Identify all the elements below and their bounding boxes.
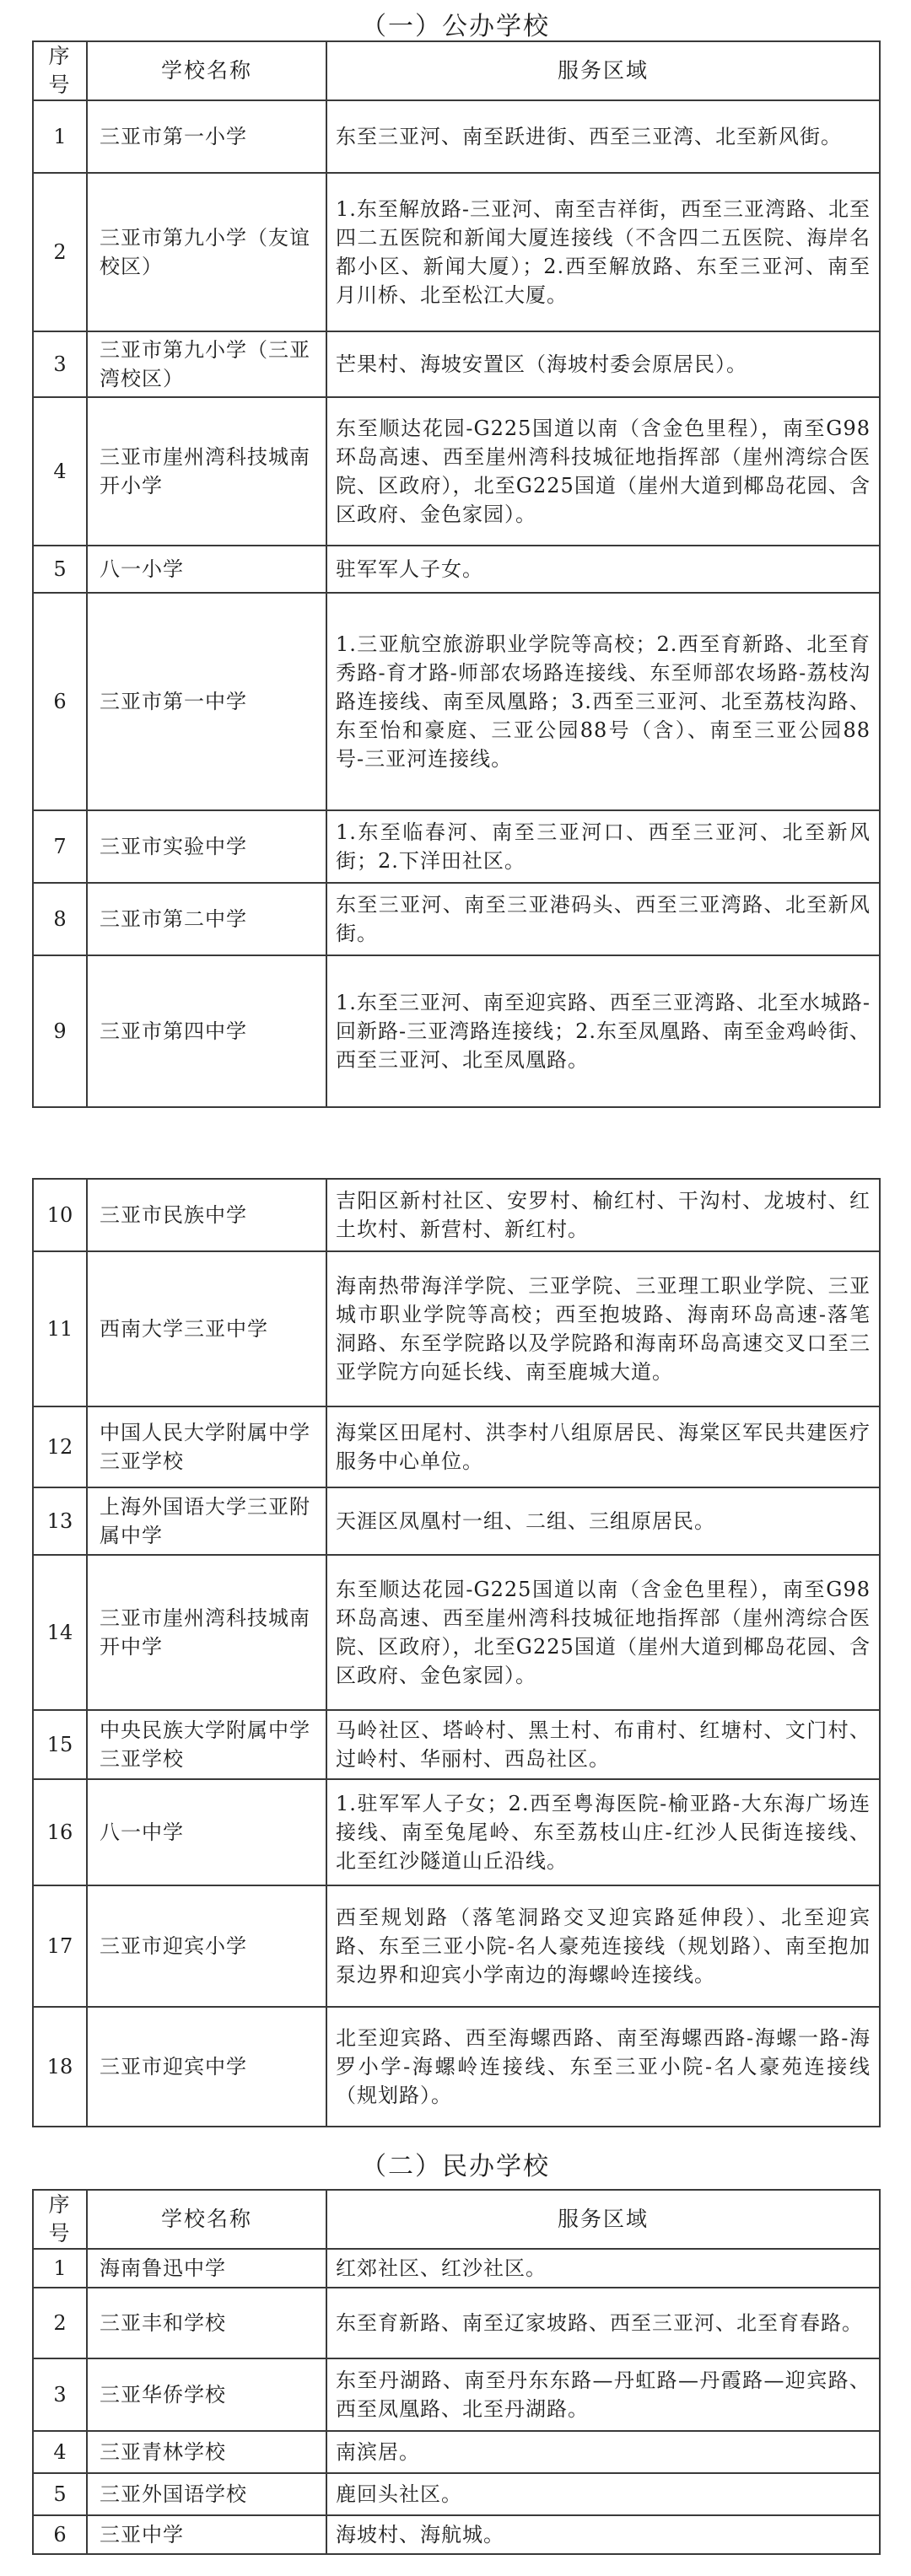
- table-row: [33, 1251, 880, 1406]
- table-row: [33, 1487, 880, 1555]
- row-no: 14: [33, 1555, 87, 1710]
- row-no: 1: [33, 100, 87, 173]
- row-school-name: 三亚市第四中学: [87, 955, 326, 1107]
- row-school-name: 三亚华侨学校: [87, 2358, 326, 2431]
- row-service-area: 北至迎宾路、西至海螺西路、南至海螺西路-海螺一路-海罗小学-海螺岭连接线、东至三亚小院-名人豪苑连接线（规划路）。: [326, 2007, 880, 2127]
- table-row: [33, 2358, 880, 2431]
- table-row: [33, 2473, 880, 2515]
- row-school-name: 三亚市第九小学（三亚湾校区）: [87, 331, 326, 397]
- table-row: [33, 173, 880, 331]
- row-no: 18: [33, 2007, 87, 2127]
- public-schools-table-part-1: [32, 40, 881, 1108]
- header-service-area: 服务区域: [326, 2190, 880, 2249]
- row-no: 9: [33, 955, 87, 1107]
- row-no: 2: [33, 2288, 87, 2358]
- table-row: [33, 1779, 880, 1885]
- private-schools-table: [32, 2189, 881, 2555]
- table-row: [33, 2515, 880, 2554]
- row-school-name: 三亚市崖州湾科技城南开小学: [87, 397, 326, 546]
- table-row: [33, 2249, 880, 2288]
- table-row: [33, 331, 880, 397]
- row-service-area: 海棠区田尾村、洪李村八组原居民、海棠区军民共建医疗服务中心单位。: [326, 1406, 880, 1487]
- row-service-area: 驻军军人子女。: [326, 546, 880, 593]
- table-row: [33, 593, 880, 810]
- row-no: 10: [33, 1179, 87, 1251]
- table-row: [33, 2431, 880, 2473]
- table-row: [33, 2007, 880, 2127]
- row-no: 3: [33, 331, 87, 397]
- row-school-name: 上海外国语大学三亚附属中学: [87, 1487, 326, 1555]
- header-school-name: 学校名称: [87, 41, 326, 100]
- table-row: [33, 1885, 880, 2007]
- table-row: [33, 1179, 880, 1251]
- row-school-name: 三亚市迎宾小学: [87, 1885, 326, 2007]
- row-school-name: 海南鲁迅中学: [87, 2249, 326, 2288]
- row-no: 2: [33, 173, 87, 331]
- section-1-title: （一）公办学校: [361, 12, 550, 41]
- row-school-name: 八一小学: [87, 546, 326, 593]
- row-service-area: 东至顺达花园-G225国道以南（含金色里程），南至G98环岛高速、西至崖州湾科技城征地指挥部（崖州湾综合医院、区政府），北至G225国道（崖州大道到椰岛花园、含区政府、金色家园）。: [326, 1555, 880, 1710]
- row-no: 4: [33, 397, 87, 546]
- row-school-name: 三亚市第九小学（友谊校区）: [87, 173, 326, 331]
- table-header-row: [33, 2190, 880, 2249]
- row-no: 1: [33, 2249, 87, 2288]
- row-service-area: 天涯区凤凰村一组、二组、三组原居民。: [326, 1487, 880, 1555]
- row-service-area: 1.三亚航空旅游职业学院等高校；2.西至育新路、北至育秀路-育才路-师部农场路连接线、东至师部农场路-荔枝沟路连接线、南至凤凰路；3.西至三亚河、北至荔枝沟路、东至怡和豪庭、三亚公园88号（含）、南至三亚公园88号-三亚河连接线。: [326, 593, 880, 810]
- table-row: [33, 883, 880, 955]
- row-school-name: 三亚市第二中学: [87, 883, 326, 955]
- row-service-area: 1.东至解放路-三亚河、南至吉祥街，西至三亚湾路、北至四二五医院和新闻大厦连接线（不含四二五医院、海岸名都小区、新闻大厦）；2.西至解放路、东至三亚河、南至月川桥、北至松江大厦。: [326, 173, 880, 331]
- row-service-area: 芒果村、海坡安置区（海坡村委会原居民）。: [326, 331, 880, 397]
- row-no: 6: [33, 2515, 87, 2554]
- row-school-name: 三亚市民族中学: [87, 1179, 326, 1251]
- table-row: [33, 397, 880, 546]
- header-no: 序号: [33, 2190, 87, 2249]
- row-no: 17: [33, 1885, 87, 2007]
- row-no: 5: [33, 546, 87, 593]
- table-row: [33, 100, 880, 173]
- header-school-name: 学校名称: [87, 2190, 326, 2249]
- row-service-area: 鹿回头社区。: [326, 2473, 880, 2515]
- header-service-area: 服务区域: [326, 41, 880, 100]
- row-no: 15: [33, 1710, 87, 1779]
- row-service-area: 东至三亚河、南至跃进街、西至三亚湾、北至新风街。: [326, 100, 880, 173]
- row-school-name: 三亚中学: [87, 2515, 326, 2554]
- row-service-area: 吉阳区新村社区、安罗村、榆红村、干沟村、龙坡村、红土坎村、新营村、新红村。: [326, 1179, 880, 1251]
- table-row: [33, 810, 880, 883]
- row-service-area: 红郊社区、红沙社区。: [326, 2249, 880, 2288]
- row-no: 7: [33, 810, 87, 883]
- row-no: 13: [33, 1487, 87, 1555]
- row-no: 8: [33, 883, 87, 955]
- row-school-name: 三亚市崖州湾科技城南开中学: [87, 1555, 326, 1710]
- row-school-name: 中国人民大学附属中学三亚学校: [87, 1406, 326, 1487]
- header-no: 序号: [33, 41, 87, 100]
- table-row: [33, 1555, 880, 1710]
- row-school-name: 三亚青林学校: [87, 2431, 326, 2473]
- section-2-title: （二）民办学校: [361, 2152, 550, 2181]
- table-header-row: [33, 41, 880, 100]
- row-school-name: 八一中学: [87, 1779, 326, 1885]
- row-school-name: 三亚外国语学校: [87, 2473, 326, 2515]
- table-row: [33, 1406, 880, 1487]
- row-school-name: 三亚市第一小学: [87, 100, 326, 173]
- row-service-area: 马岭社区、塔岭村、黑土村、布甫村、红塘村、文门村、过岭村、华丽村、西岛社区。: [326, 1710, 880, 1779]
- row-school-name: 西南大学三亚中学: [87, 1251, 326, 1406]
- row-no: 3: [33, 2358, 87, 2431]
- row-no: 5: [33, 2473, 87, 2515]
- table-row: [33, 955, 880, 1107]
- public-schools-table-part-2: [32, 1178, 881, 2127]
- row-no: 6: [33, 593, 87, 810]
- row-service-area: 南滨居。: [326, 2431, 880, 2473]
- row-service-area: 东至育新路、南至辽家坡路、西至三亚河、北至育春路。: [326, 2288, 880, 2358]
- row-school-name: 中央民族大学附属中学三亚学校: [87, 1710, 326, 1779]
- row-service-area: 东至顺达花园-G225国道以南（含金色里程），南至G98环岛高速、西至崖州湾科技城征地指挥部（崖州湾综合医院、区政府），北至G225国道（崖州大道到椰岛花园、含区政府、金色家园）。: [326, 397, 880, 546]
- row-school-name: 三亚市实验中学: [87, 810, 326, 883]
- row-service-area: 1.东至三亚河、南至迎宾路、西至三亚湾路、北至水城路-回新路-三亚湾路连接线；2.东至凤凰路、南至金鸡岭街、西至三亚河、北至凤凰路。: [326, 955, 880, 1107]
- row-service-area: 1.驻军军人子女；2.西至粤海医院-榆亚路-大东海广场连接线、南至兔尾岭、东至荔枝山庄-红沙人民街连接线、北至红沙隧道山丘沿线。: [326, 1779, 880, 1885]
- row-service-area: 东至三亚河、南至三亚港码头、西至三亚湾路、北至新风街。: [326, 883, 880, 955]
- table-row: [33, 2288, 880, 2358]
- table-row: [33, 1710, 880, 1779]
- row-school-name: 三亚市第一中学: [87, 593, 326, 810]
- row-school-name: 三亚市迎宾中学: [87, 2007, 326, 2127]
- row-service-area: 1.东至临春河、南至三亚河口、西至三亚河、北至新风街；2.下洋田社区。: [326, 810, 880, 883]
- row-service-area: 海南热带海洋学院、三亚学院、三亚理工职业学院、三亚城市职业学院等高校；西至抱坡路、海南环岛高速-落笔洞路、东至学院路以及学院路和海南环岛高速交叉口至三亚学院方向延长线、南至鹿城大道。: [326, 1251, 880, 1406]
- row-service-area: 东至丹湖路、南至丹东东路—丹虹路—丹霞路—迎宾路、西至凤凰路、北至丹湖路。: [326, 2358, 880, 2431]
- row-service-area: 海坡村、海航城。: [326, 2515, 880, 2554]
- row-service-area: 西至规划路（落笔洞路交叉迎宾路延伸段）、北至迎宾路、东至三亚小院-名人豪苑连接线（规划路）、南至抱加泵边界和迎宾小学南边的海螺岭连接线。: [326, 1885, 880, 2007]
- row-no: 4: [33, 2431, 87, 2473]
- table-row: [33, 546, 880, 593]
- row-no: 11: [33, 1251, 87, 1406]
- row-school-name: 三亚丰和学校: [87, 2288, 326, 2358]
- row-no: 16: [33, 1779, 87, 1885]
- row-no: 12: [33, 1406, 87, 1487]
